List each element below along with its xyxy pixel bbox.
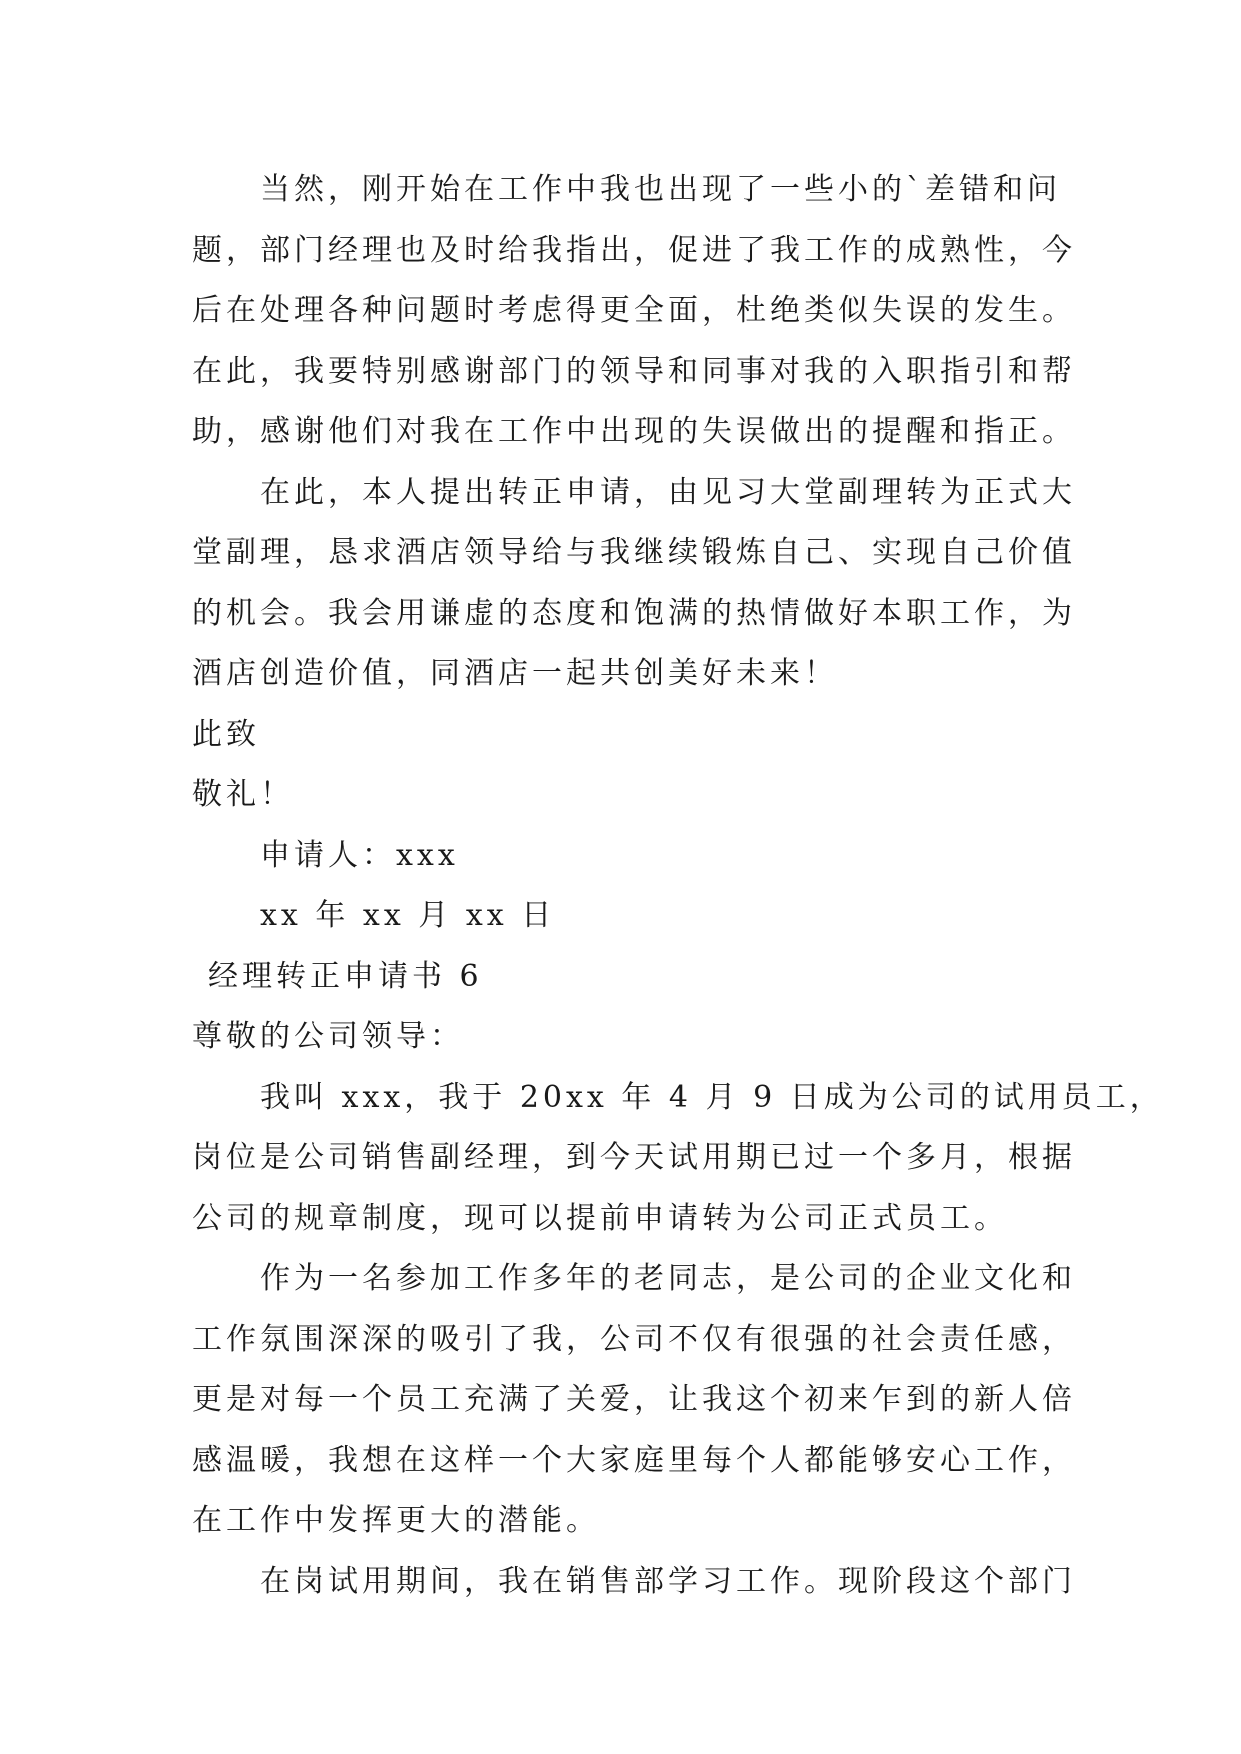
document-body: [192, 160, 1164, 1612]
paragraph-line: 堂副理，恳求酒店领导给与我继续锻炼自己、实现自己价值: [192, 535, 1076, 570]
paragraph-line: 在此，本人提出转正申请，由见习大堂副理转为正式大: [260, 474, 1076, 510]
paragraph-line: 在工作中发挥更大的潜能。: [192, 1503, 600, 1538]
section-title: 经理转正申请书 6: [208, 958, 483, 994]
paragraph-line: 后在处理各种问题时考虑得更全面，杜绝类似失误的发生。: [192, 293, 1076, 328]
paragraph-line: 公司的规章制度，现可以提前申请转为公司正式员工。: [192, 1200, 1008, 1236]
applicant-line: 申请人：xxx: [260, 837, 459, 873]
date-line: xx 年 xx 月 xx 日: [260, 898, 556, 933]
paragraph-line: 在此，我要特别感谢部门的领导和同事对我的入职指引和帮: [192, 353, 1076, 389]
paragraph-line: 岗位是公司销售副经理，到今天试用期已过一个多月，根据: [192, 1140, 1076, 1175]
paragraph-line: 题，部门经理也及时给我指出，促进了我工作的成熟性，今: [192, 232, 1076, 268]
paragraph-line: 当然，刚开始在工作中我也出现了一些小的`差错和问: [260, 172, 1061, 207]
paragraph-line: 作为一名参加工作多年的老同志，是公司的企业文化和: [260, 1261, 1076, 1296]
paragraph-line: 更是对每一个员工充满了关爱，让我这个初来乍到的新人倍: [192, 1382, 1076, 1417]
paragraph-line: 助，感谢他们对我在工作中出现的失误做出的提醒和指正。: [192, 414, 1076, 449]
paragraph-line: 在岗试用期间，我在销售部学习工作。现阶段这个部门: [260, 1563, 1076, 1599]
closing-line: 此致: [192, 716, 260, 752]
paragraph-line: 酒店创造价值，同酒店一起共创美好未来！: [192, 656, 838, 691]
paragraph-line: 的机会。我会用谦虚的态度和饱满的热情做好本职工作，为: [192, 595, 1076, 631]
salutation-line: 敬礼！: [192, 777, 294, 812]
paragraph-line: 感温暖，我想在这样一个大家庭里每个人都能够安心工作，: [192, 1442, 1076, 1478]
paragraph-line: 我叫 xxx，我于 20xx 年 4 月 9 日成为公司的试用员工，: [260, 1079, 1164, 1115]
greeting-line: 尊敬的公司领导：: [192, 1019, 464, 1054]
paragraph-line: 工作氛围深深的吸引了我，公司不仅有很强的社会责任感，: [192, 1321, 1076, 1357]
